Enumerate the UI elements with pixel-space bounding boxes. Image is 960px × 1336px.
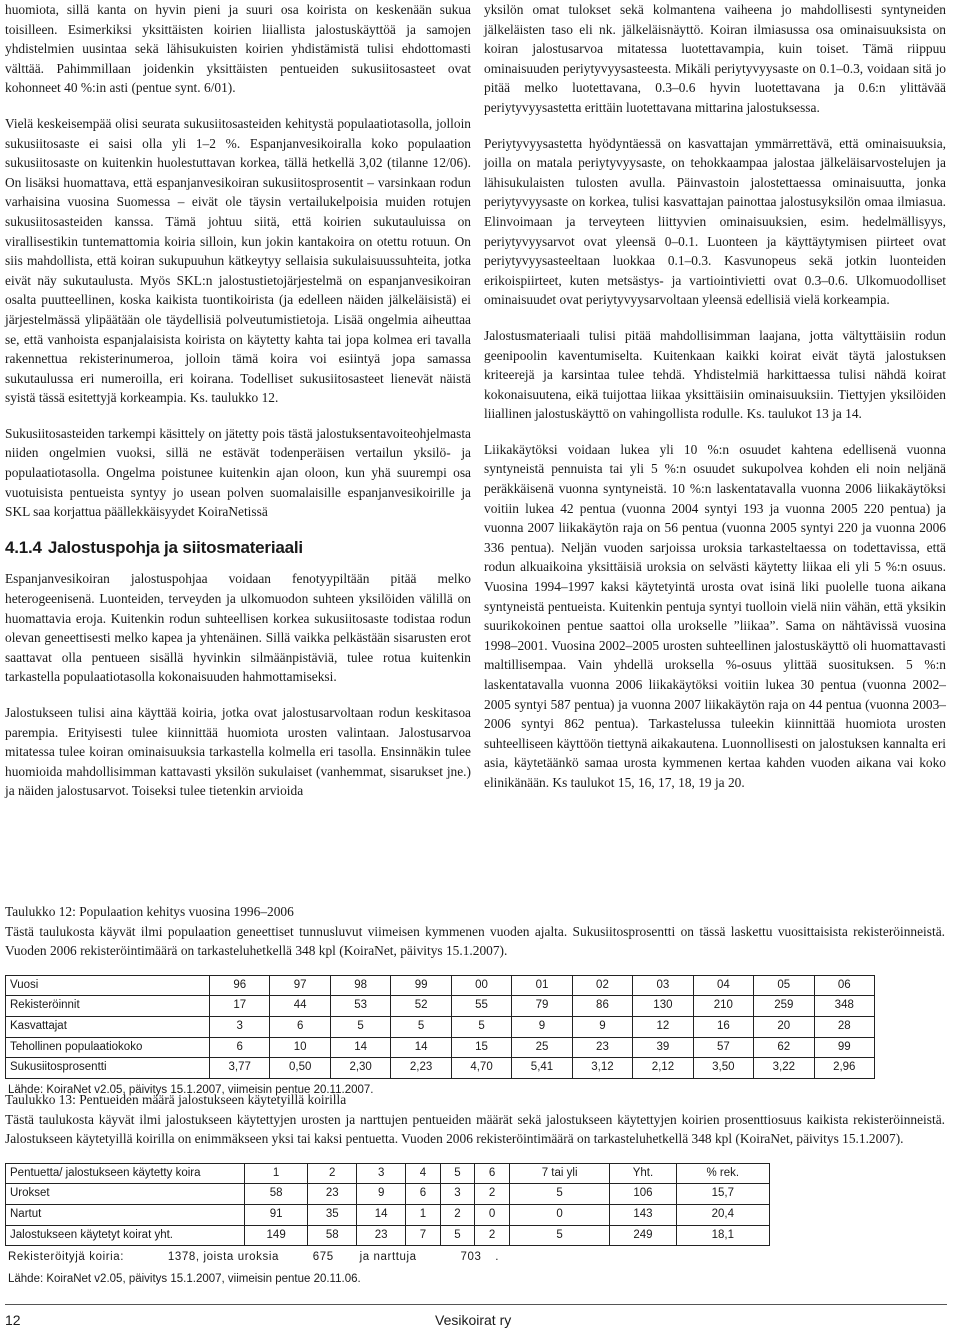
table-cell: 0 (509, 1204, 610, 1225)
section-title: Jalostuspohja ja siitosmateriaali (47, 537, 303, 557)
table-cell: 143 (610, 1204, 676, 1225)
right-paragraph-3: Jalostusmateriaali tulisi pitää mahdollisimman laajana, jotta vältyttäisiin rodun geenipoolin kaventumiselta. Kuitenkaan kaikki koirat eivät täytä jalostuksen kriteerejä ja karsintaa tulee tehdä. Yhdistelmiä harkittaessa tulisi nähdä koirat kokonaisuutena, eikä tuijottaa liikaa yksittäisiin ominaisuuksiin. Tiettyjen yksilöiden liiallinen jalostuskäyttö on vahingollista rodulle. Ks. taulukot 13 ja 14. (484, 327, 946, 422)
table-cell: 14 (391, 1037, 451, 1058)
table-cell: 02 (572, 975, 632, 996)
registered-females: 703 (460, 1251, 482, 1264)
table-row (6, 996, 875, 1017)
table-cell: 2 (475, 1184, 510, 1205)
table-cell: 2,96 (814, 1058, 874, 1079)
table-cell: 23 (572, 1037, 632, 1058)
table-cell: 98 (330, 975, 390, 996)
footer-divider (5, 1304, 947, 1305)
table-row (6, 1225, 770, 1246)
row-label: Nartut (6, 1204, 245, 1225)
table-cell: 14 (330, 1037, 390, 1058)
table-row (6, 1037, 875, 1058)
table-cell: 0 (475, 1204, 510, 1225)
left-paragraph-3: Sukusiitosasteiden tarkempi käsittely on jätetty pois tästä jalostuksentavoiteohjelmasta niiden ongelmien vuoksi, sillä ne estävät todenperäisen vertailun yksilö- ja populaatiotasolla. Ongelma poistunee kuitenkin ajan oloon, kun yhä suurempi osa vuotuisista pentueista syntyy jo usean polven suomalaisille espanjanvesikoirille ja SKL saa korjattua päällekkäisyydet KoiraNetissä (5, 425, 471, 520)
registered-label: Rekisteröityjä koiria: (8, 1251, 125, 1264)
registered-males: 675 (312, 1251, 334, 1264)
section-number: 4.1.4 (5, 537, 42, 557)
table-cell: 3 (440, 1184, 475, 1205)
table-cell: 9 (572, 1016, 632, 1037)
table-13-source: Lähde: KoiraNet v2.05, päivitys 15.1.2007, viimeisin pentue 20.11.06. (8, 1272, 361, 1285)
table-cell: 96 (210, 975, 270, 996)
table-cell: 99 (814, 1037, 874, 1058)
left-paragraph-5: Jalostukseen tulisi aina käyttää koiria, jotka ovat jalostusarvoltaan rodun keskitasoa parempia. Erityisesti tulee kiinnittää huomiota urosten valintaan. Jalostusarvoa mitatessa tulee koiran ominaisuuksia tarkastella kolmella eri tasolla. Ensinnäkin tulee huomioida mahdollisimman kattavasti yksilön sukulaiset (vanhemmat, sisarukset jne.) ja näiden jalostusarvot. Toiseksi tulee tietenkin arvioida (5, 705, 471, 799)
table-cell: 28 (814, 1016, 874, 1037)
table-cell: 58 (308, 1225, 357, 1246)
table-cell: 6 (406, 1184, 441, 1205)
table-cell: 39 (633, 1037, 693, 1058)
table-13-description: Tästä taulukosta käyvät ilmi jalostukseen käytettyjen urosten ja narttujen pentueiden määrät sekä jalostukseen käytettyjen koirien prosenttiosuus kaikista rekisteröinneistä. Jalostukseen käytetyillä koirilla on enimmäkseen yksi tai kaksi pentuetta. Vuoden 2006 rekisteröintimäärä on tarkasteluhetkellä 348 kpl (KoiraNet, päivitys 15.1.2007). (5, 1111, 945, 1147)
table-cell: 106 (610, 1184, 676, 1205)
table-cell: 2,23 (391, 1058, 451, 1079)
registered-end: . (495, 1251, 500, 1264)
table-cell: 3 (210, 1016, 270, 1037)
table-cell: 12 (633, 1016, 693, 1037)
table-cell: 249 (610, 1225, 676, 1246)
page-footer (5, 1312, 945, 1332)
table-cell: 55 (451, 996, 511, 1017)
table-cell: 20 (754, 1016, 814, 1037)
table-cell: 58 (245, 1184, 308, 1205)
table-row (6, 1016, 875, 1037)
table-cell: 1 (406, 1204, 441, 1225)
table-cell: 2 (440, 1204, 475, 1225)
table-cell: 03 (633, 975, 693, 996)
table-row (6, 1058, 875, 1079)
table-cell: 3,77 (210, 1058, 270, 1079)
table-cell: 2,12 (633, 1058, 693, 1079)
table-cell: 15,7 (676, 1184, 769, 1205)
table-cell: 6 (270, 1016, 330, 1037)
page-number: 12 (5, 1312, 21, 1328)
row-label: Rekisteröinnit (6, 996, 210, 1017)
table-cell: 79 (512, 996, 572, 1017)
table-cell: 44 (270, 996, 330, 1017)
table-cell: 4,70 (451, 1058, 511, 1079)
table-cell: 20,4 (676, 1204, 769, 1225)
table-cell: 23 (357, 1225, 406, 1246)
table-cell: 00 (451, 975, 511, 996)
table-cell: 0,50 (270, 1058, 330, 1079)
table-cell: 05 (754, 975, 814, 996)
row-label: Sukusiitosprosentti (6, 1058, 210, 1079)
table-cell: 5 (509, 1225, 610, 1246)
table-cell: 15 (451, 1037, 511, 1058)
table-12-caption: Taulukko 12: Populaation kehitys vuosina 1996–2006 (5, 904, 294, 919)
section-heading (5, 538, 471, 558)
table-row (6, 1204, 770, 1225)
table-row (6, 1184, 770, 1205)
table-cell: 35 (308, 1204, 357, 1225)
table-cell: 5 (330, 1016, 390, 1037)
row-label: Urokset (6, 1184, 245, 1205)
table-12-description: Tästä taulukosta käyvät ilmi populaation geneettiset tunnusluvut viimeisen kymmenen vuoden ajalta. Sukusiitosprosentti on tässä laskettu vuosittaisista rekisteröinneistä. Vuoden 2006 rekisteröintimäärä on tarkasteluhetkellä 348 kpl (KoiraNet, päivitys 15.1.2007). (5, 923, 945, 959)
table-cell: 99 (391, 975, 451, 996)
table-cell: 5 (440, 1163, 475, 1184)
table-cell: 18,1 (676, 1225, 769, 1246)
table-cell: 5,41 (512, 1058, 572, 1079)
table-cell: 3,12 (572, 1058, 632, 1079)
registered-males-label: , joista uroksia (195, 1251, 279, 1264)
table-cell: 130 (633, 996, 693, 1017)
table-cell: 9 (357, 1184, 406, 1205)
table-cell: 259 (754, 996, 814, 1017)
table-cell: 04 (693, 975, 753, 996)
table-cell: 7 (406, 1225, 441, 1246)
table-cell: 91 (245, 1204, 308, 1225)
table-cell: 4 (406, 1163, 441, 1184)
row-label: Kasvattajat (6, 1016, 210, 1037)
right-paragraph-1: yksilön omat tulokset sekä kolmantena vaiheena jo mahdollisesti syntyneiden jälkeläisten taso eli nk. jälkeläisnäyttö. Koiran ilmiasussa osa ominaisuuksista on koiran jalostusarvoa mitatessa luotettavampia, kuin toiset. Tämä riippuu ominaisuuden periytyvyysasteesta. Mikäli periytyvyysaste on 0.1–0.3, voidaan sitä jo pitää melko luotettavana, 0.3–0.6 hyvin luotettavana ja 0.6:n ylittävää periytyvyysastetta erittäin luotettavana mittarina jalostuksessa. (484, 2, 946, 115)
table-cell: 16 (693, 1016, 753, 1037)
right-paragraph-2: Periytyvyysastetta hyödyntäessä on kasvattajan ymmärrettävä, että ominaisuuksia, joilla on matala periytyvyysaste, on tehokkaampaa jalostaa jälkeläisarvostelujen ja lähisukulaisten tulosten avulla. Päinvastoin jalostettaessa ominaisuutta, jonka periytyvyysaste on korkea, tulisi kasvattajan painottaa jalostusyksilön omaa ilmiasua. Elinvoimaan ja terveyteen liittyvien ominaisuuksien, esim. hedelmällisyys, periytyvyysarvot ovat yleensä 0–0.1. Luonteen ja käyttäytymisen piirteet ovat periytyvyysasteeltaan luokkaa 0.1–0.3. Kasvunopeus sekä jotkin luonteiden erikoispiirteet, kuten metsästys- ja vartiointivietti ovat 0.3–0.6. Ulkomuodolliset ominaisuudet ovat periytyvyysarvoltaan yleensä edellisiä vielä korkeampia. (484, 135, 946, 308)
left-paragraph-4: Espanjanvesikoiran jalostuspohjaa voidaan fenotyypiltään pitää melko heterogeenisenä. Luonteiden, terveyden ja ulkomuodon suhteen yksilöiden välillä on huomattavia eroja. Kuitenkin rodun suhteellisen korkea sukusiitosaste todistaa rodun olevan geneettisesti melko kapea ja yhtenäinen. Sillä vaikka pelkästään sisarusten erot saattavat olla pentueen sisällä hyvinkin silmäänpistäviä, tulee rotua kuitenkin tarkastella populaatiotasolla kokonaisuuden hahmottamiseksi. (5, 571, 471, 685)
table-13-caption: Taulukko 13: Pentueiden määrä jalostukseen käytetyillä koirilla (5, 1092, 347, 1107)
table-cell: 210 (693, 996, 753, 1017)
right-column (484, 0, 946, 809)
table-cell: 5 (451, 1016, 511, 1037)
table-cell: 2,30 (330, 1058, 390, 1079)
table-cell: 1 (245, 1163, 308, 1184)
registered-females-label: ja narttuja (359, 1251, 417, 1264)
table-cell: 5 (391, 1016, 451, 1037)
table-cell: 5 (440, 1225, 475, 1246)
table-cell: 53 (330, 996, 390, 1017)
table-12-source: Lähde: KoiraNet v2.05, päivitys 15.1.2007, viimeisin pentue 20.11.2007. (8, 1083, 374, 1096)
table-row (6, 975, 875, 996)
table-cell: 6 (475, 1163, 510, 1184)
organization-name: Vesikoirat ry (435, 1312, 512, 1328)
table-cell: 06 (814, 975, 874, 996)
table-cell: 6 (210, 1037, 270, 1058)
left-paragraph-2: Vielä keskeisempää olisi seurata sukusiitosasteiden kehitystä populaatiotasolla, jolloin sukusiitosaste ei saisi olla yli 1–2 %. Espanjanvesikoiralla koko populaation sukusiitosaste on kuitenkin huolestuttavan korkea, tällä hetkellä 3,02 (tilanne 12/06). On lisäksi huomattava, että espanjanvesikoiran sukusiitosprosentit – varsinkaan rodun varhaisina vuosina Suomessa – eivät ole täysin vertailukelpoisia muiden rotujen sukusiitosasteiden kanssa. Tämä johtuu siitä, että koirien sukutauluissa on virallisestikin tuntemattomia koiria silloin, kun jokin kantakoira on otettu rotuun. On siis mahdollista, että koiran sukupuuhun kätkeytyy sellaisia sukulaisuussuhteita, jotka eivät näy sukutaulusta. Myös SKL:n jalostustietojärjestelmä on espanjanvesikoiran osalta puutteellinen, koska kaikista tuontikoirista (ja edelleen näiden jälkeläisistä) ei järjestelmässä ylipäätään ole täydellisiä polveutumistietoja. Lisää ongelmia aiheuttaa se, että vanhoista espanjalaisista koirista on käytetty kahta tai jopa kolmea eri tavalla rakennettua rekisterinumeroa, jolloin tämä koira voi esiintyä jopa samassa sukutaulussa eri numeroilla, eri koirana. Todelliset sukusiitosasteet lienevät näistä syistä tässä esitettyjä korkeampia. Ks. taulukko 12. (5, 115, 471, 406)
table-cell: 52 (391, 996, 451, 1017)
row-label: Pentuetta/ jalostukseen käytetty koira (6, 1163, 245, 1184)
table-cell: 62 (754, 1037, 814, 1058)
left-paragraph-1: huomiota, sillä kanta on hyvin pieni ja suuri osa koirista on keskenään sukua toisilleen. Esimerkiksi yksittäisten koirien liiallista jalostuskäyttöä ja samojen yhdistelmien uusintaa sekä lähisukuisten koirien yhdistämistä tulisi ehdottomasti välttää. Pahimmillaan joidenkin yksittäisten pentueiden sukusiitosasteet ovat kohonneet 40 %:in asti (pentue synt. 6/01). (5, 2, 471, 96)
table-12-block (5, 902, 945, 1100)
table-cell: 3 (357, 1163, 406, 1184)
table-cell: 01 (512, 975, 572, 996)
registered-totals (8, 1248, 945, 1268)
row-label: Vuosi (6, 975, 210, 996)
table-cell: % rek. (676, 1163, 769, 1184)
table-cell: 57 (693, 1037, 753, 1058)
table-cell: 2 (308, 1163, 357, 1184)
table-cell: 14 (357, 1204, 406, 1225)
table-cell: 5 (509, 1184, 610, 1205)
table-cell: 149 (245, 1225, 308, 1246)
table-cell: 3,22 (754, 1058, 814, 1079)
table-cell: 97 (270, 975, 330, 996)
table-13 (5, 1163, 770, 1246)
table-cell: 17 (210, 996, 270, 1017)
table-cell: 23 (308, 1184, 357, 1205)
right-paragraph-4: Liikakäytöksi voidaan lukea yli 10 %:n osuudet kahtena edellisenä vuonna syntyneistä pennuista tai yli 5 %:n osuudet sukupolvea kohden eli noin neljänä peräkkäisenä vuonna syntyneistä. 10 %:n laskentatavalla vuonna 2006 liikakäytöksi voitiin lukea 42 pentua (vuonna 2004 syntyi 193 ja vuonna 2005 220 pentua) ja vuonna 2007 liikakäytön raja on 56 pentua (vuonna 2005 syntyi 220 ja vuonna 2006 336 pentua). Neljän vuoden sarjoissa uroksia tarkasteltaessa on todettavissa, että rodun alkuaikoina yksittäisiä uroksia on selvästi käytetty liikaa eli yli 5 %:n osuus. Vuosina 1994–1997 kaksi käytetyintä urosta ovat isinä liki puolelle tuona aikana syntyneistä pentueista. Kuitenkin pentuja syntyi tuolloin vielä niin vähän, että yksikin suurikokoinen pentue saattoi olla urokselle ”liikaa”. Sama on nähtävissä vuosina 1998–2001. Vuosina 2002–2005 urosten suhteellinen jalostuskäyttö oli huomattavasti maltillisempaa. Vain yhdellä uroksella %-osuus ylittää suosituksen. 5 %:n laskentatavalla vuonna 2006 liikakäytöksi voitiin lukea 30 pentua (vuonna 2002–2005 syntyi 587 pentua) ja vuonna 2007 liikakäytön raja on 44 pentua (vuonna 2003–2006 syntyi 862 pentua). Tarkastelussa tuleekin kiinnittää huomiota urosten suhteelliseen käyttöön tiettynä aikakautena. Luonnollisesti on jalostuksen kannalta eri asia, käytetäänkö samaa urosta kymmenen kertaa kahden vuoden aikana vai koko elinikänään. Ks taulukot 15, 16, 17, 18, 19 ja 20. (484, 441, 946, 790)
table-cell: 3,50 (693, 1058, 753, 1079)
table-cell: Yht. (610, 1163, 676, 1184)
table-cell: 2 (475, 1225, 510, 1246)
table-cell: 86 (572, 996, 632, 1017)
table-13-block (5, 1090, 945, 1289)
table-cell: 348 (814, 996, 874, 1017)
row-label: Jalostukseen käytetyt koirat yht. (6, 1225, 245, 1246)
table-row (6, 1163, 770, 1184)
table-cell: 10 (270, 1037, 330, 1058)
table-12 (5, 975, 875, 1079)
left-column (5, 0, 471, 817)
table-cell: 9 (512, 1016, 572, 1037)
row-label: Tehollinen populaatiokoko (6, 1037, 210, 1058)
registered-total: 1378 (167, 1251, 196, 1264)
table-cell: 7 tai yli (509, 1163, 610, 1184)
table-cell: 25 (512, 1037, 572, 1058)
